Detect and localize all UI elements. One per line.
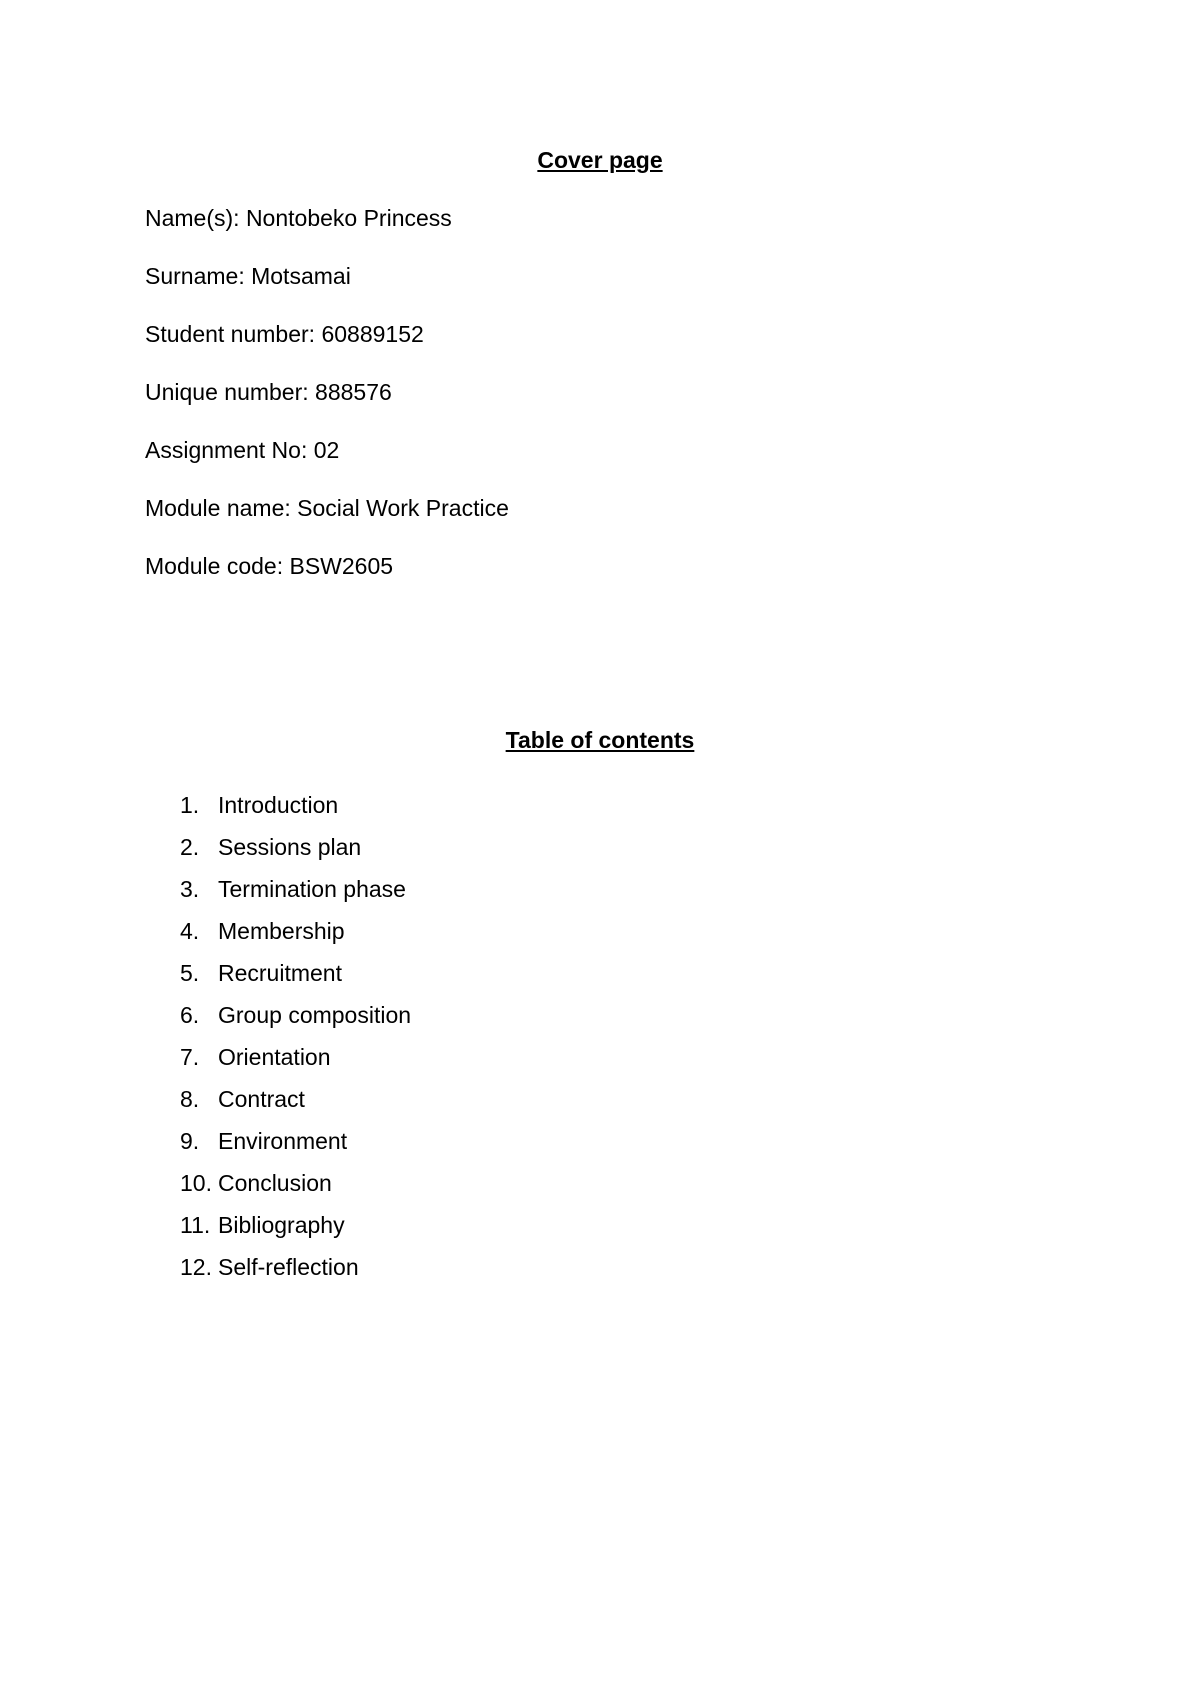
toc-item: [180, 868, 411, 910]
table-of-contents-heading: Table of contents: [505, 727, 695, 753]
toc-item: [180, 1036, 411, 1078]
assignment-number-field: Assignment No: 02: [145, 437, 340, 463]
surname-field: Surname: Motsamai: [145, 263, 351, 289]
toc-item-number: 10.: [180, 1170, 212, 1196]
toc-item: [180, 784, 411, 826]
toc-item-number: 4.: [180, 918, 200, 944]
toc-item: [180, 1246, 411, 1288]
toc-item-number: 1.: [180, 792, 200, 818]
toc-item-number: 8.: [180, 1086, 200, 1112]
toc-item-label: Self-reflection: [218, 1254, 359, 1280]
toc-item: [180, 1162, 411, 1204]
toc-item-label: Group composition: [218, 1002, 412, 1028]
toc-item: [180, 994, 411, 1036]
toc-item-label: Sessions plan: [218, 834, 362, 860]
unique-number-field: Unique number: 888576: [145, 379, 392, 405]
toc-item-label: Orientation: [218, 1044, 331, 1070]
toc-item: [180, 826, 411, 868]
toc-item-label: Environment: [218, 1128, 348, 1154]
toc-item-number: 12.: [180, 1254, 212, 1280]
toc-item-number: 5.: [180, 960, 200, 986]
toc-item-number: 3.: [180, 876, 200, 902]
toc-item: [180, 952, 411, 994]
student-number-field: Student number: 60889152: [145, 321, 424, 347]
toc-item: [180, 1078, 411, 1120]
toc-item-number: 9.: [180, 1128, 200, 1154]
module-name-field: Module name: Social Work Practice: [145, 495, 509, 521]
toc-item-label: Introduction: [218, 792, 339, 818]
toc-item-label: Conclusion: [218, 1170, 332, 1196]
module-code-field: Module code: BSW2605: [145, 553, 394, 579]
toc-item: [180, 1120, 411, 1162]
toc-item-label: Contract: [218, 1086, 305, 1112]
toc-item-number: 6.: [180, 1002, 200, 1028]
toc-item: [180, 910, 411, 952]
toc-item-number: 7.: [180, 1044, 200, 1070]
toc-item-number: 2.: [180, 834, 200, 860]
toc-item: [180, 1204, 411, 1246]
cover-page-heading: Cover page: [537, 147, 663, 173]
toc-item-label: Recruitment: [218, 960, 342, 986]
toc-item-label: Membership: [218, 918, 345, 944]
toc-item-label: Bibliography: [218, 1212, 345, 1238]
toc-item-number: 11.: [180, 1212, 211, 1238]
toc-item-label: Termination phase: [218, 876, 406, 902]
names-field: Name(s): Nontobeko Princess: [145, 205, 452, 231]
table-of-contents-list: [180, 784, 411, 1288]
